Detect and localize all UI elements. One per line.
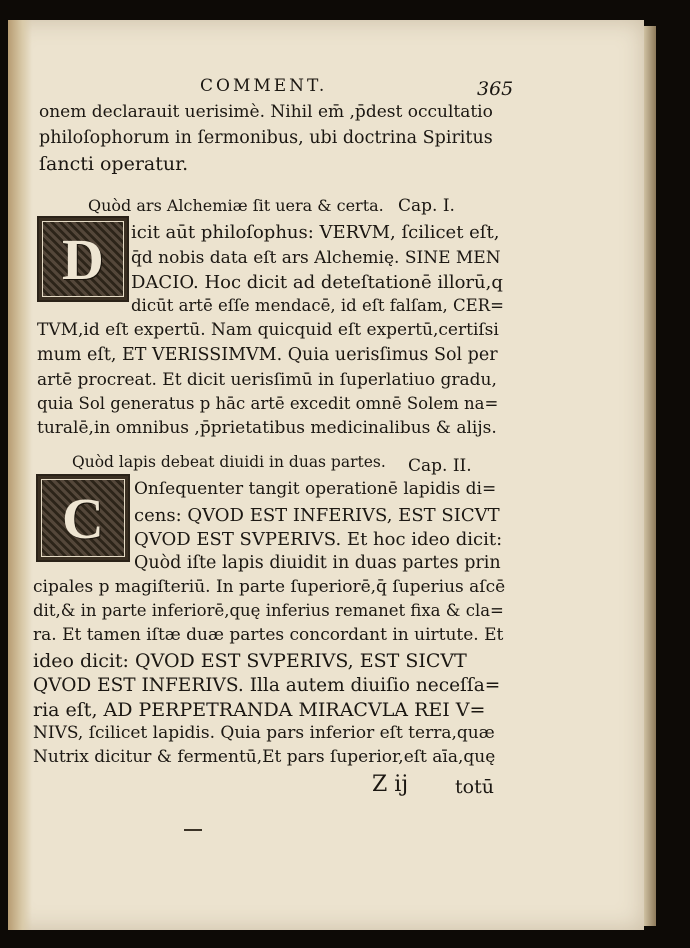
initial-letter: D xyxy=(62,226,104,292)
chapter1-title: Quòd ars Alchemiæ ſit uera & certa. xyxy=(88,196,384,215)
initial-letter: C xyxy=(62,485,104,551)
text-line: ideo dicit: QVOD EST SVPERIVS, EST SICVT xyxy=(33,650,467,672)
chapter2-title: Quòd lapis debeat diuidi in duas partes. xyxy=(72,453,386,471)
text-line: dit,& in parte inferiorē,quę inferius remanet fixa & cla= xyxy=(33,601,504,620)
text-line: Onſequenter tangit operationē lapidis di= xyxy=(134,479,497,499)
text-line: DACIO. Hoc dicit ad deteſtationē illorū,q xyxy=(131,272,503,293)
text-line: onem declarauit uerisimè. Nihil em̄ ,p̄dest occultatio xyxy=(39,102,493,122)
text-line: ra. Et tamen iſtæ duæ partes concordant in uirtute. Et xyxy=(33,625,504,645)
text-line: mum eſt, ET VERISSIMVM. Quia uerisſimus Sol per xyxy=(37,345,498,365)
text-line: turalē,in omnibus ,p̄prietatibus medicinalibus & alijs. xyxy=(37,418,497,438)
text-line: Nutrix dicitur & fermentū,Et pars ſuperior,eſt aīa,quę xyxy=(33,747,496,767)
text-line: philoſophorum in ſermonibus, ubi doctrina Spiritus xyxy=(39,128,493,148)
text-line: Quòd iſte lapis diuidit in duas partes prin xyxy=(134,553,501,573)
text-line: quia Sol generatus p hāc artē excedit omnē Solem na= xyxy=(37,394,499,413)
printer-mark xyxy=(184,829,202,831)
folio-number: 365 xyxy=(477,78,514,100)
text-line: QVOD EST SVPERIVS. Et hoc ideo dicit: xyxy=(134,529,503,550)
signature-mark: Z ij xyxy=(372,772,409,797)
text-line: ria eſt, AD PERPETRANDA MIRACVLA REI V= xyxy=(33,699,486,721)
text-line: ſancti operatur. xyxy=(39,153,189,175)
running-title: COMMENT. xyxy=(200,76,328,96)
text-line: NIVS, ſcilicet lapidis. Quia pars inferior eſt terra,quæ xyxy=(33,723,495,743)
text-line: cipales p magiſteriū. In parte ſuperiorē,q̄ ſuperius aſcē xyxy=(33,577,506,597)
ornamental-initial-d xyxy=(37,216,129,302)
text-line: q̄d nobis data eſt ars Alchemię. SINE MEN xyxy=(131,248,501,268)
text-line: QVOD EST INFERIVS. Illa autem diuiſio neceſſa= xyxy=(33,675,501,696)
text-line: dicūt artē eſſe mendacē, id eſt falſam, CER= xyxy=(131,296,504,315)
chapter2-number: Cap. II. xyxy=(408,456,472,476)
text-line: artē procreat. Et dicit uerisſimū in ſuperlatiuo gradu, xyxy=(37,370,497,390)
ornamental-initial-c xyxy=(36,474,130,562)
text-line: TVM,id eſt expertū. Nam quicquid eſt expertū,certiſsi xyxy=(37,320,499,340)
chapter1-number: Cap. I. xyxy=(398,196,455,216)
catchword: totū xyxy=(455,776,494,798)
text-line: icit aūt philoſophus: VERVM, ſcilicet eſt, xyxy=(131,222,500,243)
text-line: cens: QVOD EST INFERIVS, EST SICVT xyxy=(134,505,500,526)
page-edge xyxy=(644,26,656,926)
page-gutter-shadow xyxy=(8,20,32,930)
